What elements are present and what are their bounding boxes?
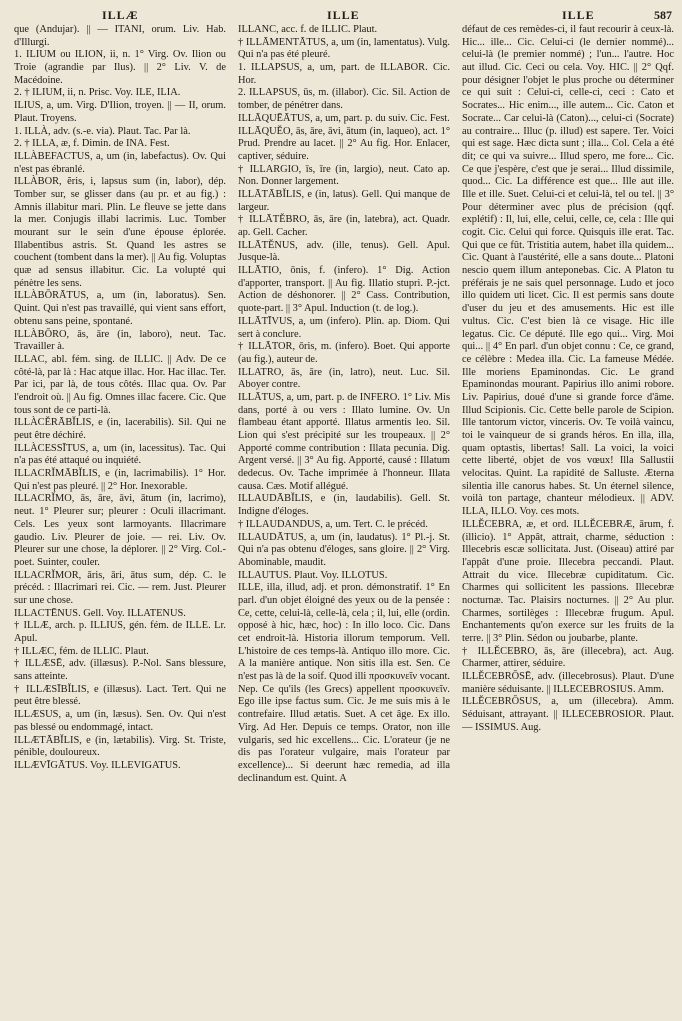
page-number: 587 [654,8,672,22]
column-3 [462,24,674,1017]
dictionary-entry: ILLAC, abl. fém. sing. de ILLIC. || Adv. De ce côté-là, par là : Hac atque illac. Hor. Hac illac. Ter. Par ici, par là, de tous côtés. Illac qua. Ov. Par l'endroit où. || Au fig. Omnes illac facere. Cic. Que tous sont de ce parti-là. [14,353,226,416]
dictionary-entry: ILLÀCĔRĀBĬLIS, e (in, lacerabilis). Sil. Qui ne peut être déchiré. [14,417,226,441]
dictionary-entry: ILLĔCEBRŌSUS, a, um (illecebra). Amm. Séduisant, attrayant. || ILLECEBROSIOR. Plaut. — ISSIMUS. Aug. [462,696,674,733]
dictionary-entry: ILLĀQUĔO, ās, āre, āvi, ātum (in, laqueo), act. 1° Prud. Prendre au lacet. || 2° Au fig. Hor. Enlacer, captiver, séduire. [238,125,450,162]
running-header [14,6,674,24]
dictionary-entry: ILLANC, acc. f. de ILLIC. Plaut. [238,24,378,35]
dictionary-entry: ILLĀTĪVUS, a, um (infero). Plin. ap. Diom. Qui sert à conclure. [238,315,450,340]
dictionary-entry: ILLAUTUS. Plaut. Voy. ILLOTUS. [238,569,388,581]
dictionary-entry: ILLÀBEFACTUS, a, um (in, labefactus). Ov. Qui n'est pas ébranlé. [14,150,226,175]
dictionary-entry: † ILLARGIO, īs, īre (in, largio), neut. Cato ap. Non. Donner largement. [238,163,450,188]
text-columns [14,24,674,1017]
column-1 [14,24,226,1017]
dictionary-entry: † ILLĀMENTĀTUS, a, um (in, lamentatus). Vulg. Qui n'a pas été pleuré. [238,36,450,61]
dictionary-entry: † ILLAUDANDUS, a, um. Tert. C. le précéd. [238,518,428,530]
dictionary-entry: ILLACRĬMOR, āris, āri, ātus sum, dép. C. le précéd. : Illacrimari rei. Cic. — rem. Just. Pleurer sur une chose. [14,569,226,606]
dictionary-entry: 2. ILLAPSUS, ūs, m. (illabor). Cic. Sil. Action de tomber, de pénétrer dans. [238,87,450,112]
dictionary-entry: † ILLÆSĒ, adv. (illæsus). P.-Nol. Sans blessure, sans atteinte. [14,658,226,683]
dictionary-entry: ILLĀTIO, ōnis, f. (infero). 1° Dig. Action d'apporter, transport. || Au fig. Illatio stupri. P.-jct. Action de déshonorer. || 2° Cass. Contribution, quote-part. || 3° Apul. Induction (t. de log.). [238,265,450,315]
dictionary-entry: ILLĀTĔNUS, adv. (ille, tenus). Gell. Apul. Jusque-là. [238,239,450,264]
header-middle-guide-word: ILLE [327,8,360,22]
dictionary-entry: ILLACRĬMO, ās, āre, āvi, ātum (in, lacrimo), neut. 1° Pleurer sur; pleurer : Oculi illacrimant. Cels. Les yeux sont larmoyants. Illacrimare gaudio. Liv. Pleurer de joie. — rei. Liv. Ov. Pleurer sur une chose, la déplorer. || 2° Virg. Col.-poet. Suinter, couler. [14,493,226,568]
column-2 [238,24,450,1017]
dictionary-entry: ILLĔCEBRŌSĒ, adv. (illecebrosus). Plaut. D'une manière séduisante. || ILLECEBROSIUS. Amm. [462,671,674,695]
dictionary-entry: ILLÆVĪGĀTUS. Voy. ILLEVIGATUS. [14,759,181,771]
dictionary-entry: ILLÆTĀBĬLIS, e (in, lætabilis). Virg. St. Triste, pénible, douloureux. [14,734,226,759]
dictionary-entry: † ILLĀTOR, ōris, m. (infero). Boet. Qui apporte (au fig.), auteur de. [238,341,450,365]
dictionary-entry: que (Andujar). || — ITANI, orum. Liv. Hab. d'Illurgi. [14,24,226,48]
dictionary-entry: ILLÀBŌRĀTUS, a, um (in, laboratus). Sen. Quint. Qui n'est pas travaillé, qui vient sans effort, obtenu sans peine, spontané. [14,290,226,327]
dictionary-entry: ILLÀBOR, ĕris, i, lapsus sum (in, labor), dép. Tomber sur, se glisser dans (au pr. et au fig.) : Amnis illabitur mari. Plin. Le fleuve se jette dans la mer. Conjugis illabi lacrimis. Luc. Tomber mourant sur le sein d'une épouse éplorée. Illabentibus astris. St. Quand les astres se couchent (tombent dans la mer). || Au fig. Voluptas quæ ad sensus illabitur. Cic. La volupté qui pénètre les sens. [14,176,226,289]
dictionary-entry: 1. ILLÀ, adv. (s.-e. via). Plaut. Tac. Par là. [14,125,191,137]
dictionary-entry: † ILLÆ, arch. p. ILLIUS, gén. fém. de ILLE. Lr. Apul. [14,620,226,644]
dictionary-entry: ILLĔCEBRA, æ, et ord. ILLĔCEBRÆ, ārum, f. (illicio). 1° Appât, attrait, charme, séduction : Illecebris escæ sollicitata. Just. (Oiseau) attiré par l'appât d'une proie. Illecebra peccandi. Plaut. Attrait du vice. Illecebræ cupiditatum. Cic. Charmes qui sollicitent les passions. Illecebræ nocturnæ. Tac. Plaisirs nocturnes. || 2° Au plur. Charmes, sortilèges : Illecebræ frugum. Apul. Enchantements qu'on exerce sur les fruits de la terre. || 3° Plin. Sédon ou joubarbe, plante. [462,518,674,644]
dictionary-entry: ILLATRO, ās, āre (in, latro), neut. Luc. Sil. Aboyer contre. [238,366,450,391]
dictionary-entry: ILLĀTĀBĬLIS, e (in, latus). Gell. Qui manque de largeur. [238,188,450,213]
dictionary-entry: ILLĀQUĒĀTUS, a, um, part. p. du suiv. Cic. Fest. [238,112,450,124]
dictionary-entry: ILLE, illa, illud, adj. et pron. démonstratif. 1° En parl. d'un objet éloigné des yeux ou de la pensée : Ce, cette, celui-là, celle-là, cela ; il, lui, elle (ordin. opposé à hic, hæc, hoc) : In illo loco. Cic. Dans cet endroit-là. Historia illorum temporum. Vell. L'histoire de ces temps-là. Antiquo illo more. Cic. A la manière antique. Non sitis illa est. Sen. Ce n'est pas là de la soif. Quod illi προσκυνεῖν vocant. Nep. Ce qu'ils (les Grecs) appellent προσκυνεῖν. Ego ille ipse factus sum. Cic. Je me suis mis à le contrefaire. Illud ætatis. Suet. A cet âge. Ex illo. Virg. Ad Her. Depuis ce temps. Orator, non ille vulgaris, sed hic excellens... Cic. L'orateur (je ne dis pas l'orateur vulgaire, mais l'orateur par excellence)... Si deerunt hæc remedia, ad illa declinandum est. Quint. A [238,582,450,784]
dictionary-entry: ILLĀTUS, a, um, part. p. de INFERO. 1° Liv. Mis dans, porté à ou vers : Illato lumine. Ov. Un flambeau étant apporté. Illatus armentis leo. Sil. Lion qui s'est précipité sur les troupeaux. || 2° Apporté comme contribution : Illata pecunia. Dig. Argent versé. || 3° Au fig. Apporté, causé : Illatum dedecus. Ov. Tache imprimée à l'honneur. Illata causa. Cæs. Motif allégué. [238,391,450,492]
header-right-guide-word: ILLE [562,8,595,22]
dictionary-entry: † ILLÆSĪBĬLIS, e (illæsus). Lact. Tert. Qui ne peut être blessé. [14,683,226,708]
header-left-guide-word: ILLÆ [102,8,139,22]
dictionary-entry: 2. † ILIUM, ii, n. Prisc. Voy. ILE, ILIA. [14,87,181,99]
dictionary-entry: ILLACTĒNUS. Gell. Voy. ILLATENUS. [14,607,186,619]
dictionary-entry: ILLACRĬMĀBĬLIS, e (in, lacrimabilis). 1° Hor. Qui n'est pas pleuré. || 2° Hor. Inexorable. [14,468,226,492]
dictionary-entry: 1. ILLAPSUS, a, um, part. de ILLABOR. Cic. Hor. [238,62,450,86]
dictionary-entry: ILLAUDĀTUS, a, um (in, laudatus). 1° Pl.-j. St. Qui n'a pas obtenu d'éloges, sans gloire. || 2° Virg. Abominable, maudit. [238,531,450,568]
dictionary-entry: 2. † ILLA, æ, f. Dimin. de INA. Fest. [14,138,170,150]
dictionary-entry: † ILLÆC, fém. de ILLIC. Plaut. [14,645,149,657]
dictionary-entry: ILLÀCESSĪTUS, a, um (in, lacessitus). Tac. Qui n'a pas été attaqué ou inquiété. [14,442,226,467]
dictionary-entry: ILLAUDĀBĬLIS, e (in, laudabilis). Gell. St. Indigne d'éloges. [238,493,450,518]
dictionary-entry: ILLÀBŌRO, ās, āre (in, laboro), neut. Tac. Travailler à. [14,328,226,353]
dictionary-entry: défaut de ces remèdes-ci, il faut recourir à ceux-là. Hic... ille... Cic. Celui-ci (le dernier nommé)... celui-là (le premier nommé) ; l'un... l'autre. Hoc aut illud. Cic. Ceci ou cela. Voy. HIC. || 2° Qqf. pour désigner l'objet le plus proche ou déterminer ce qui suit : Celui-ci, celle-ci, ceci : Cato et Socrates... Hic enim..., ille autem... Cic. Caton et Socrate... Car celui-là (Caton)..., celui-ci (Socrate) au contraire... Illuc (p. illud) est sapere. Ter. Voici qui est sage. Hæc dicta sunt ; illa... Col. Cela a été dit; ce qui va suivre... Illud spero, me fore... Cic. Ce que j'espère, c'est que je serai... Illud dissimile, quod... Cic. La différence est que... Ille aut ille. Ille et ille. Suet. Celui-ci et celui-là, tel ou tel. || 3° Pour déterminer avec plus de précision (qqf. explétif) : Il, lui, elle, celui, celle, ce, cela : Ille qui cogit. Cic. Celui qui force. Quisquis ille erat. Tac. Qui que ce fût. Tristitia autem, habet illa quidem... Cic. Quant à l'austérité, elle a sans doute... Platoni nescio quem illum anteponebas. Cic. A Platon tu préférais je ne sais quel personnage. Ludo et joco illo quidem uti licet. Cic. Il est permis sans doute d'user du jeu et des amusements. Hic est ille vultus. Cic. C'est bien là ce visage. Hic ille legatus. Cic. Ce député. Ille ego qui... Virg. Moi qui... || 4° En parl. d'un objet connu : Ce, ce grand, ce célèbre : Medea illa. Cic. La fameuse Médée. Ille moriens Epaminondas. Cic. Le grand Epaminondas mourant. Papirius illo animi robore. Liv. Papirius, doué d'une si grande force d'âme. Illud Scipionis. Cic. Cette belle parole de Scipion. Ille tantorum victor, vinceris. Ov. Te voilà vaincu, toi le vainqueur de si grands héros. En illa, illa, quam optastis, libertas! Sall. La voici, la voici cette liberté, objet de vos vœux! Illa Sallustii velocitas. Quint. La rapidité de Salluste. Æterna silentia ille canorus habes. St. Un éternel silence, voilà ton partage, chanteur mélodieux. || ADV. ILLA, ILLO. Voy. ces mots. [462,24,674,518]
dictionary-entry: † ILLĔCEBRO, ās, āre (illecebra), act. Aug. Charmer, attirer, séduire. [462,645,674,670]
dictionary-entry: ILLÆSUS, a, um (in, læsus). Sen. Ov. Qui n'est pas blessé ou endommagé, intact. [14,709,226,733]
dictionary-entry: 1. ILIUM ou ILION, ii, n. 1° Virg. Ov. Ilion ou Troie (agrandie par Ilus). || 2° Liv. V. de Macédoine. [14,49,226,86]
dictionary-entry: ILIUS, a, um. Virg. D'Ilion, troyen. || — II, orum. Plaut. Troyens. [14,100,226,124]
dictionary-entry: † ILLĀTĔBRO, ās, āre (in, latebra), act. Quadr. ap. Gell. Cacher. [238,214,450,238]
